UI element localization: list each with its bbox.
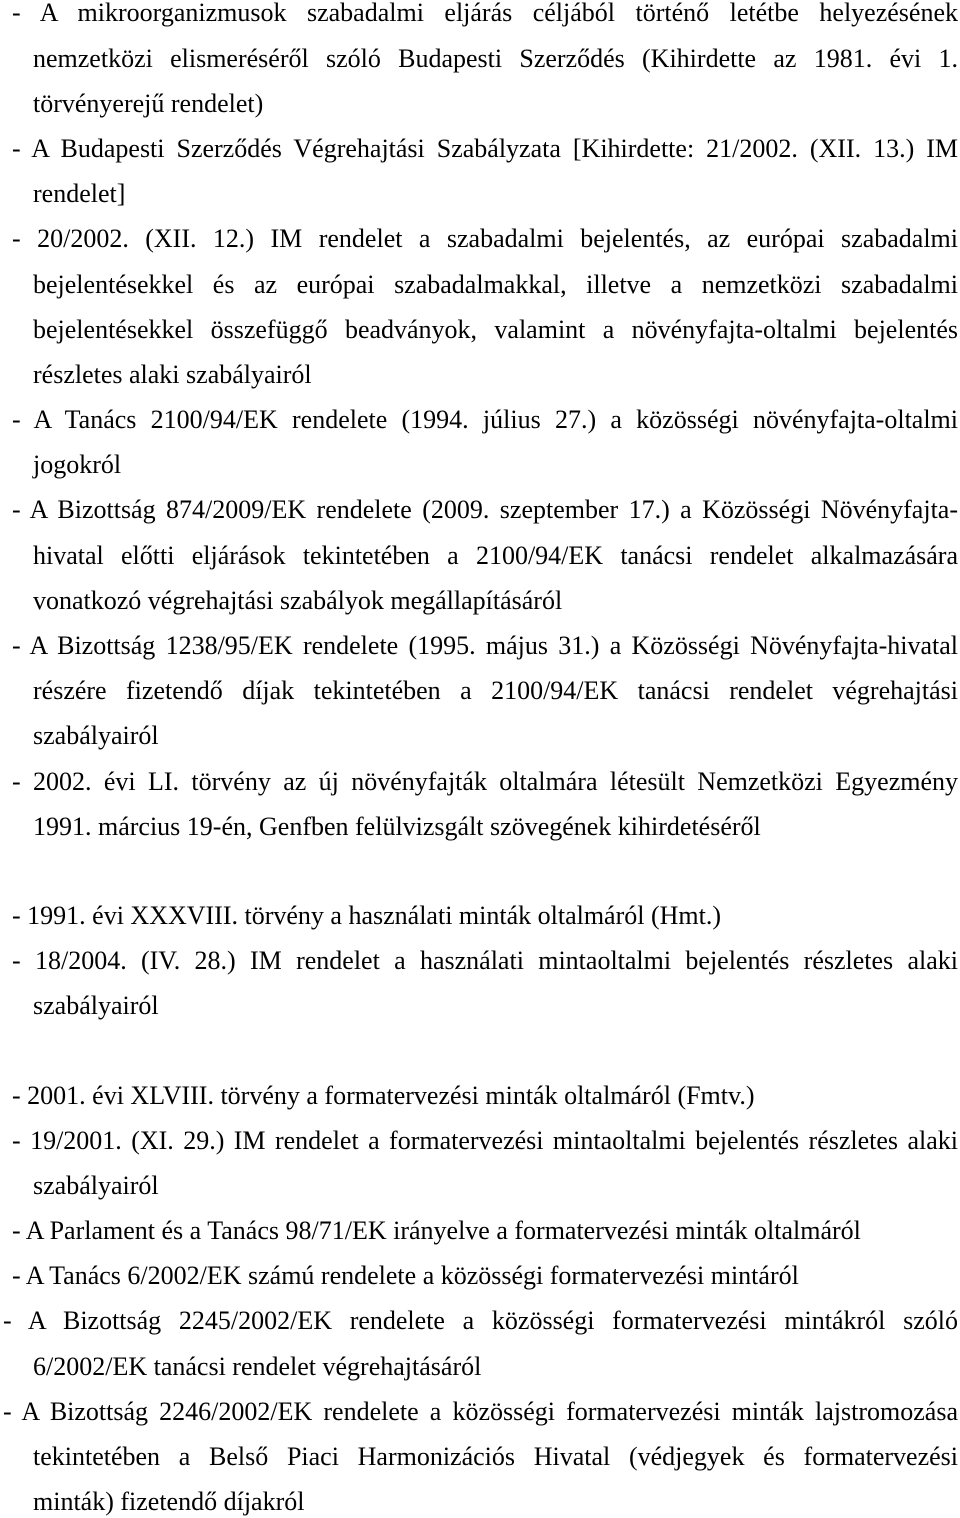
text-line: szabályairól <box>33 991 159 1021</box>
text-line: - A Bizottság 2246/2002/EK rendelete a közösségi formatervezési minták lajstromozása <box>3 1396 958 1426</box>
reference-item <box>0 1073 958 1118</box>
text-line: - 2001. évi XLVIII. törvény a formatervezési minták oltalmáról (Fmtv.) <box>12 1080 755 1110</box>
text-line: 1991. március 19-én, Genfben felülvizsgált szövegének kihirdetéséről <box>33 811 761 841</box>
text-line: 6/2002/EK tanácsi rendelet végrehajtásáról <box>33 1351 482 1381</box>
reference-item <box>0 938 958 1028</box>
text-line: nemzetközi elismeréséről szóló Budapesti Szerződés (Kihirdette az 1981. évi 1. <box>33 43 958 73</box>
text-line: - 20/2002. (XII. 12.) IM rendelet a szabadalmi bejelentés, az európai szabadalmi <box>12 224 958 254</box>
text-line: bejelentésekkel és az európai szabadalmakkal, illetve a nemzetközi szabadalmi <box>33 269 958 299</box>
reference-item <box>0 126 958 216</box>
text-line: törvényerejű rendelet) <box>33 88 264 118</box>
reference-item <box>0 1253 958 1298</box>
blank-line <box>0 1029 958 1073</box>
reference-item <box>0 1389 958 1517</box>
reference-item <box>0 623 958 759</box>
text-line: - A Tanács 6/2002/EK számú rendelete a közösségi formatervezési mintáról <box>12 1261 799 1291</box>
text-line: részletes alaki szabályairól <box>33 359 312 389</box>
reference-item <box>0 1118 958 1208</box>
text-line: jogokról <box>33 450 122 480</box>
text-line: minták) fizetendő díjakról <box>33 1486 305 1516</box>
text-line: rendelet] <box>33 179 126 209</box>
blank-line <box>0 849 958 893</box>
text-line: szabályairól <box>33 721 159 751</box>
reference-item <box>0 0 958 126</box>
text-line: - 18/2004. (IV. 28.) IM rendelet a használati mintaoltalmi bejelentés részletes alaki <box>12 946 958 976</box>
text-line: - A Bizottság 874/2009/EK rendelete (2009. szeptember 17.) a Közösségi Növényfajta- <box>12 495 958 525</box>
text-line: - 19/2001. (XI. 29.) IM rendelet a formatervezési mintaoltalmi bejelentés részletes alaki <box>12 1125 958 1155</box>
text-line: - A Tanács 2100/94/EK rendelete (1994. július 27.) a közösségi növényfajta-oltalmi <box>12 405 958 435</box>
reference-item <box>0 216 958 397</box>
text-line: bejelentésekkel összefüggő beadványok, valamint a növényfajta-oltalmi bejelentés <box>33 314 958 344</box>
text-line: részére fizetendő díjak tekintetében a 2100/94/EK tanácsi rendelet végrehajtási <box>33 676 958 706</box>
text-line: - A mikroorganizmusok szabadalmi eljárás céljából történő letétbe helyezésének <box>12 0 958 28</box>
reference-item <box>0 1298 958 1388</box>
reference-item <box>0 487 958 623</box>
reference-item <box>0 893 958 938</box>
text-line: - A Bizottság 2245/2002/EK rendelete a közösségi formatervezési mintákról szóló <box>3 1306 958 1336</box>
reference-item <box>0 759 958 849</box>
text-line: szabályairól <box>33 1170 159 1200</box>
text-line: tekintetében a Belső Piaci Harmonizációs Hivatal (védjegyek és formatervezési <box>33 1442 958 1472</box>
text-line: - A Parlament és a Tanács 98/71/EK irányelve a formatervezési minták oltalmáról <box>12 1216 861 1246</box>
text-line: - 1991. évi XXXVIII. törvény a használati minták oltalmáról (Hmt.) <box>12 900 722 930</box>
text-line: - 2002. évi LI. törvény az új növényfajták oltalmára létesült Nemzetközi Egyezmény <box>12 766 958 796</box>
reference-item <box>0 1208 958 1253</box>
reference-item <box>0 397 958 487</box>
text-line: vonatkozó végrehajtási szabályok megállapításáról <box>33 585 563 615</box>
text-line: hivatal előtti eljárások tekintetében a 2100/94/EK tanácsi rendelet alkalmazására <box>33 540 958 570</box>
text-line: - A Budapesti Szerződés Végrehajtási Szabályzata [Kihirdette: 21/2002. (XII. 13.) IM <box>12 133 958 163</box>
text-line: - A Bizottság 1238/95/EK rendelete (1995. május 31.) a Közösségi Növényfajta-hivatal <box>12 631 958 661</box>
